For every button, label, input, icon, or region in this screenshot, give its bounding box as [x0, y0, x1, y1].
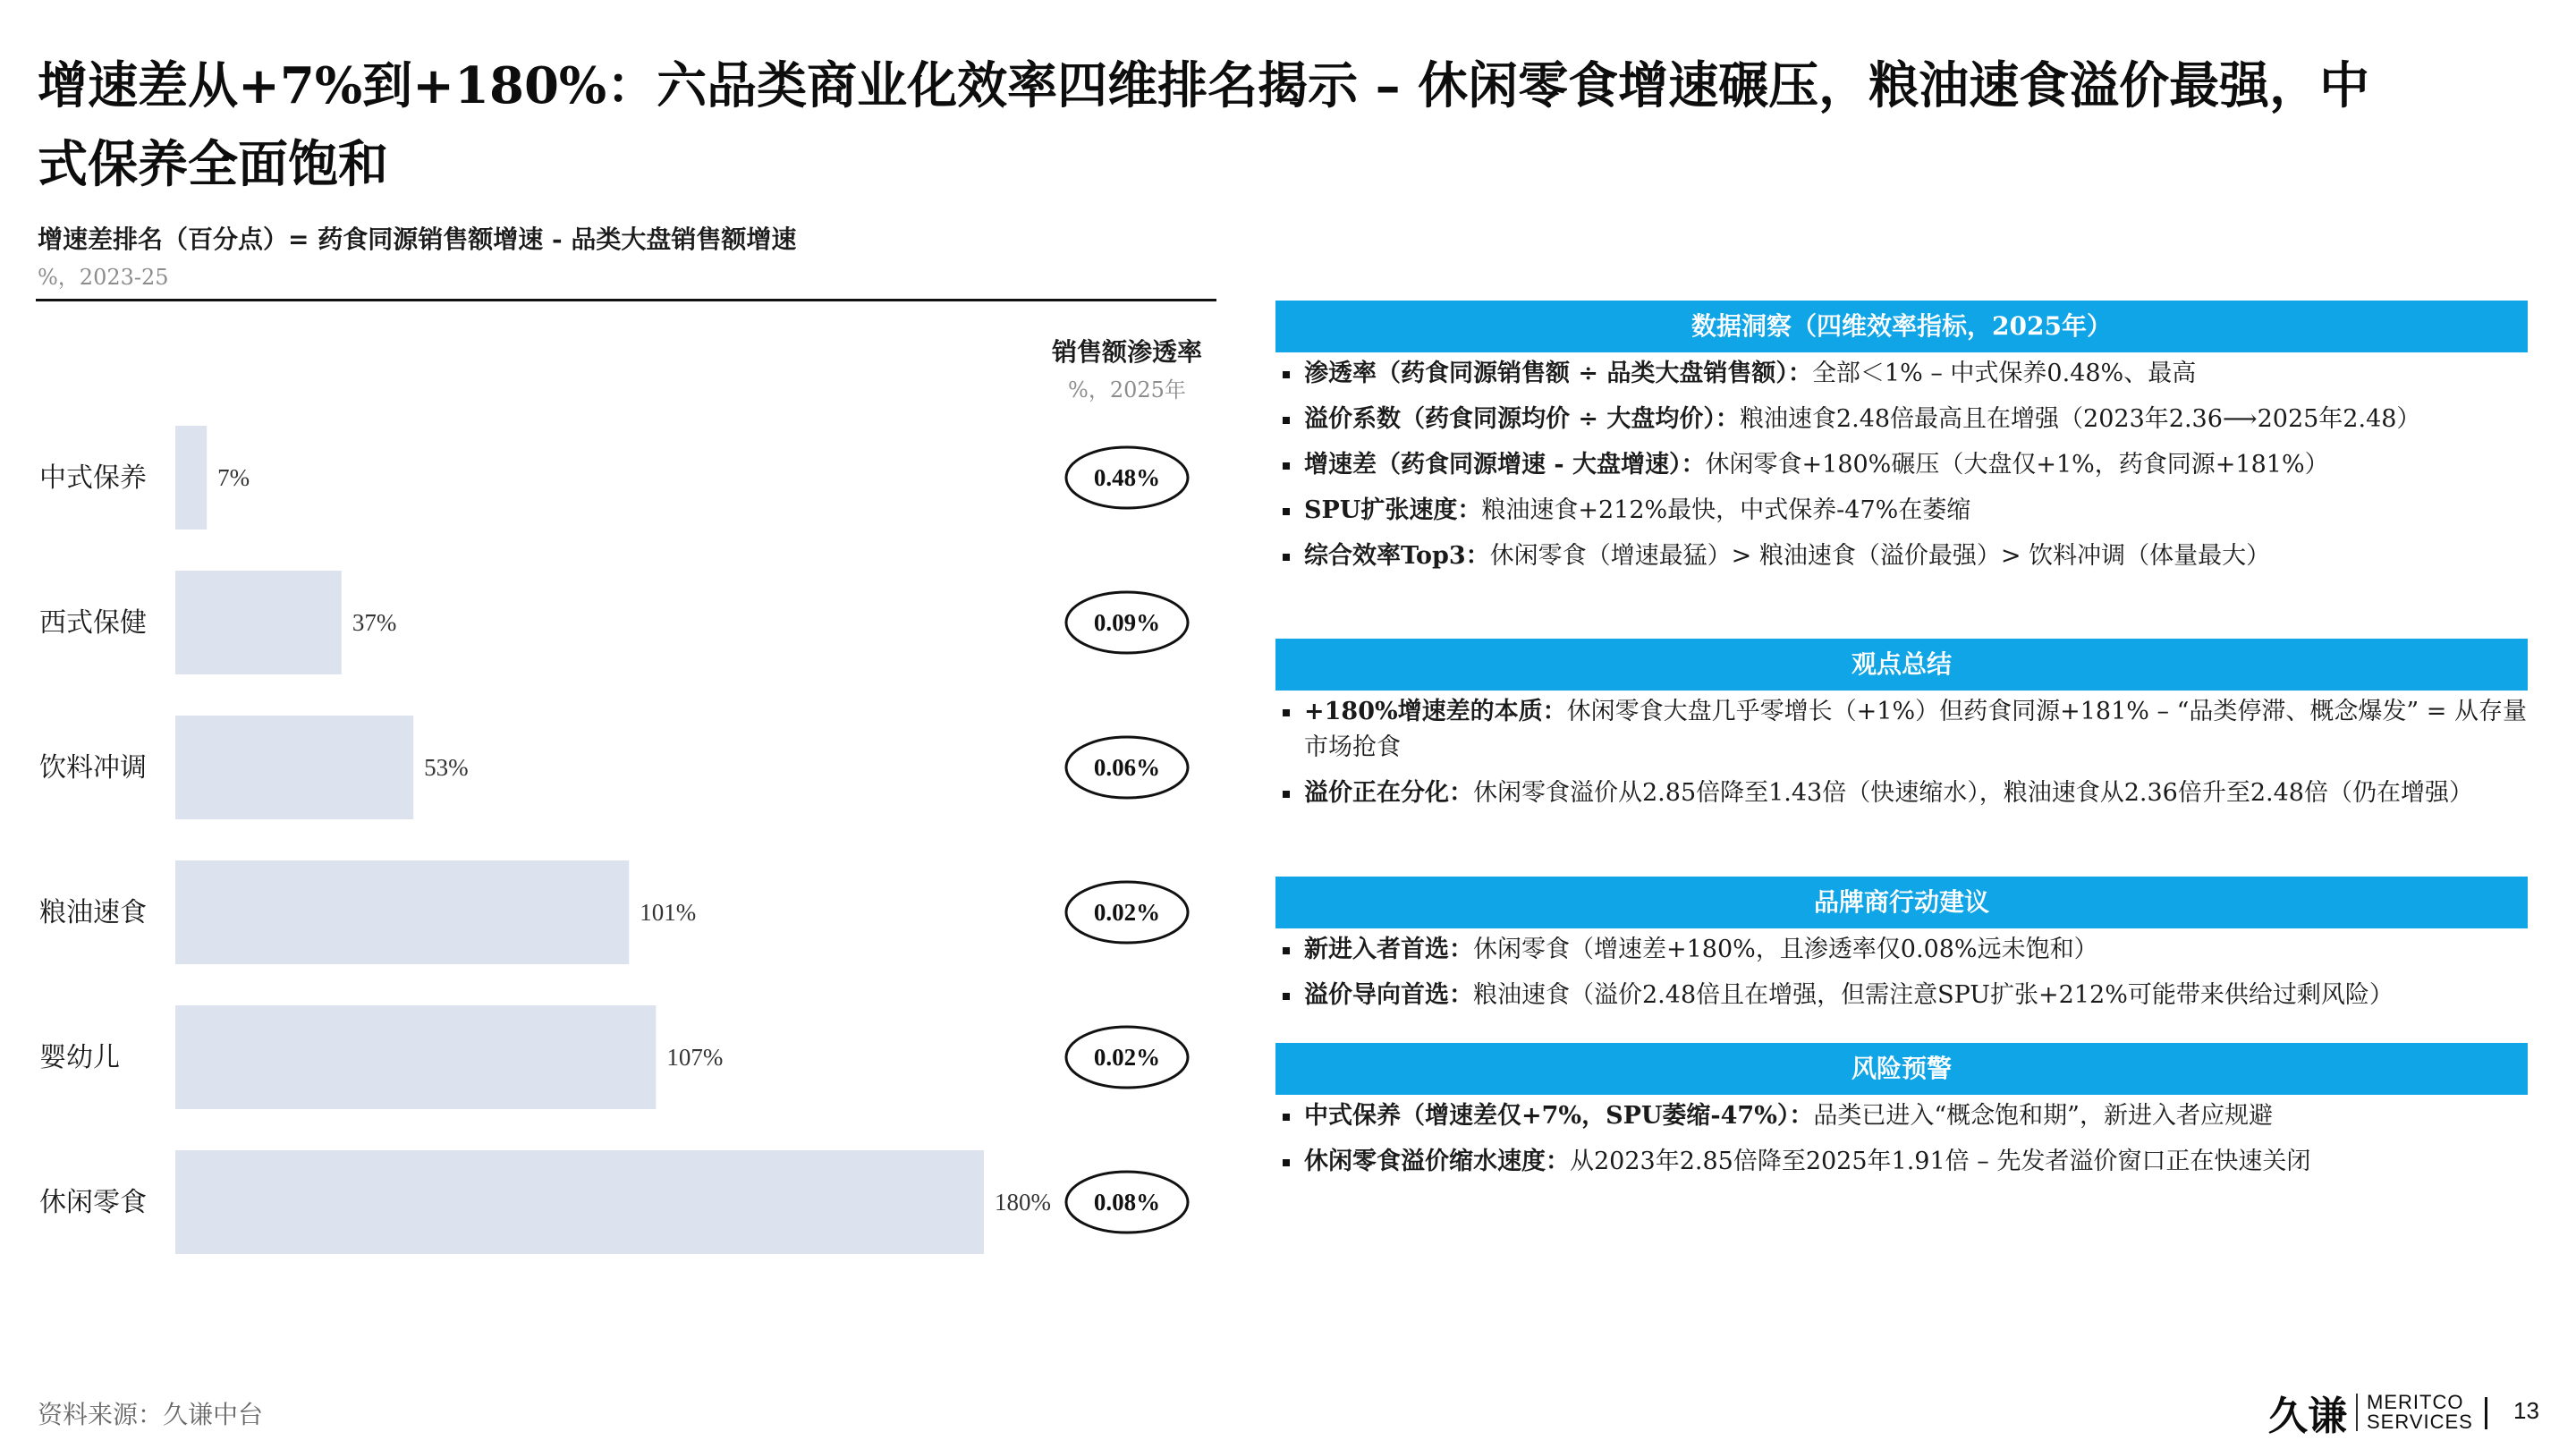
bullet-item: [1279, 978, 2528, 1013]
bullet-item: [1279, 694, 2528, 766]
bullet-key: 溢价系数（药食同源均价 ÷ 大盘均价）：: [1304, 405, 1740, 433]
bar-value-label: 180%: [995, 1189, 1051, 1216]
bullet-text: 粮油速食+212%最快，中式保养-47%在萎缩: [1481, 496, 1971, 524]
bullet-text: 从2023年2.85倍降至2025年1.91倍 – 先发者溢价窗口正在快速关闭: [1570, 1148, 2311, 1175]
logo-cn: 久谦: [2268, 1394, 2347, 1439]
bullet-key: 新进入者首选：: [1304, 936, 1473, 963]
logo-en-line2: SERVICES: [2367, 1411, 2473, 1433]
bullet-text: 休闲零食+180%碾压（大盘仅+1%，药食同源+181%）: [1705, 451, 2329, 479]
logo-en: [2367, 1393, 2473, 1432]
bar: [175, 426, 207, 530]
company-logo: [2268, 1388, 2473, 1439]
panel-list: [1275, 932, 2528, 1013]
panel-risk-warning: [1275, 1043, 2528, 1190]
panel-title: 风险预警: [1275, 1043, 2528, 1095]
category-label: 粮油速食: [39, 897, 147, 928]
penetration-value: 0.02%: [1093, 1044, 1161, 1071]
logo-divider: [2356, 1394, 2358, 1431]
bar-value-label: 37%: [352, 609, 397, 636]
bullet-text: 休闲零食大盘几乎零增长（+1%）但药食同源+181% – “品类停滞、概念爆发” = 从存量市场抢食: [1304, 698, 2527, 761]
bullet-key: 综合效率Top3：: [1304, 542, 1490, 570]
bullet-key: SPU扩张速度：: [1304, 496, 1482, 524]
panel-title: 观点总结: [1275, 639, 2528, 691]
penetration-value: 0.09%: [1093, 609, 1161, 636]
panel-list: [1275, 694, 2528, 811]
penetration-header-unit: %，2025年: [1068, 377, 1186, 402]
bullet-text: 粮油速食2.48倍最高且在增强（2023年2.36⟶2025年2.48）: [1739, 405, 2421, 433]
category-label: 中式保养: [39, 462, 147, 494]
category-label: 饮料冲调: [39, 752, 147, 784]
bar: [175, 1005, 656, 1109]
bullet-item: [1279, 356, 2528, 392]
chart-unit: %，2023-25: [38, 265, 169, 290]
panel-list: [1275, 1098, 2528, 1180]
bullet-item: [1279, 932, 2528, 968]
bar-value-label: 7%: [217, 464, 250, 491]
panel-list: [1275, 356, 2528, 574]
page-number-divider: [2485, 1397, 2487, 1429]
panel-summary: [1275, 639, 2528, 821]
chart-subtitle: 增速差排名（百分点）= 药食同源销售额增速 - 品类大盘销售额增速: [38, 225, 797, 254]
panel-data-insight: [1275, 301, 2528, 584]
page-number: 13: [2513, 1397, 2539, 1424]
bullet-key: +180%增速差的本质：: [1304, 698, 1567, 725]
bullet-key: 溢价导向首选：: [1304, 981, 1473, 1009]
bullet-item: [1279, 775, 2528, 811]
bullet-key: 增速差（药食同源增速 - 大盘增速）：: [1304, 451, 1706, 479]
bullet-text: 休闲零食溢价从2.85倍降至1.43倍（快速缩水），粮油速食从2.36倍升至2.48倍（仍在增强）: [1473, 779, 2473, 807]
penetration-value: 0.08%: [1093, 1189, 1161, 1216]
bullet-text: 休闲零食（增速差+180%，且渗透率仅0.08%远未饱和）: [1473, 936, 2098, 963]
bullet-text: 粮油速食（溢价2.48倍且在增强，但需注意SPU扩张+212%可能带来供给过剩风险）: [1473, 981, 2394, 1009]
bullet-item: [1279, 402, 2528, 437]
penetration-value: 0.48%: [1093, 464, 1161, 491]
bar-value-label: 107%: [666, 1044, 724, 1071]
bullet-item: [1279, 1098, 2528, 1134]
bullet-item: [1279, 538, 2528, 574]
penetration-value: 0.06%: [1093, 754, 1161, 781]
bullet-text: 全部＜1% – 中式保养0.48%、最高: [1811, 360, 2197, 387]
category-label: 婴幼儿: [39, 1042, 120, 1073]
bar-value-label: 101%: [640, 899, 697, 926]
source-note: 资料来源：久谦中台: [38, 1400, 264, 1429]
panel-title: 品牌商行动建议: [1275, 877, 2528, 928]
bullet-text: 品类已进入“概念饱和期”，新进入者应规避: [1813, 1102, 2273, 1130]
page-title: 增速差从+7%到+180%：六品类商业化效率四维排名揭示 – 休闲零食增速碾压，粮油速食溢价最强，中式保养全面饱和: [38, 56, 2370, 194]
panel-brand-actions: [1275, 877, 2528, 1023]
bar: [175, 860, 629, 964]
logo-en-line1: MERITCO: [2367, 1391, 2464, 1413]
bullet-key: 渗透率（药食同源销售额 ÷ 品类大盘销售额）：: [1304, 360, 1812, 387]
category-label: 西式保健: [39, 607, 147, 639]
growth-gap-bar-chart: [0, 0, 1252, 1306]
penetration-value: 0.02%: [1093, 899, 1161, 926]
panel-title: 数据洞察（四维效率指标，2025年）: [1275, 301, 2528, 352]
bullet-item: [1279, 493, 2528, 529]
bullet-text: 休闲零食（增速最猛）> 粮油速食（溢价最强）> 饮料冲调（体量最大）: [1489, 542, 2271, 570]
bullet-key: 休闲零食溢价缩水速度：: [1304, 1148, 1570, 1175]
bar: [175, 1150, 984, 1254]
bullet-item: [1279, 1144, 2528, 1180]
bar-value-label: 53%: [424, 754, 469, 781]
bullet-key: 中式保养（增速差仅+7%，SPU萎缩-47%）：: [1304, 1102, 1814, 1130]
bullet-item: [1279, 447, 2528, 483]
penetration-header-title: 销售额渗透率: [1051, 337, 1202, 367]
bar: [175, 571, 342, 674]
category-label: 休闲零食: [39, 1187, 147, 1218]
bullet-key: 溢价正在分化：: [1304, 779, 1473, 807]
bar: [175, 716, 413, 819]
